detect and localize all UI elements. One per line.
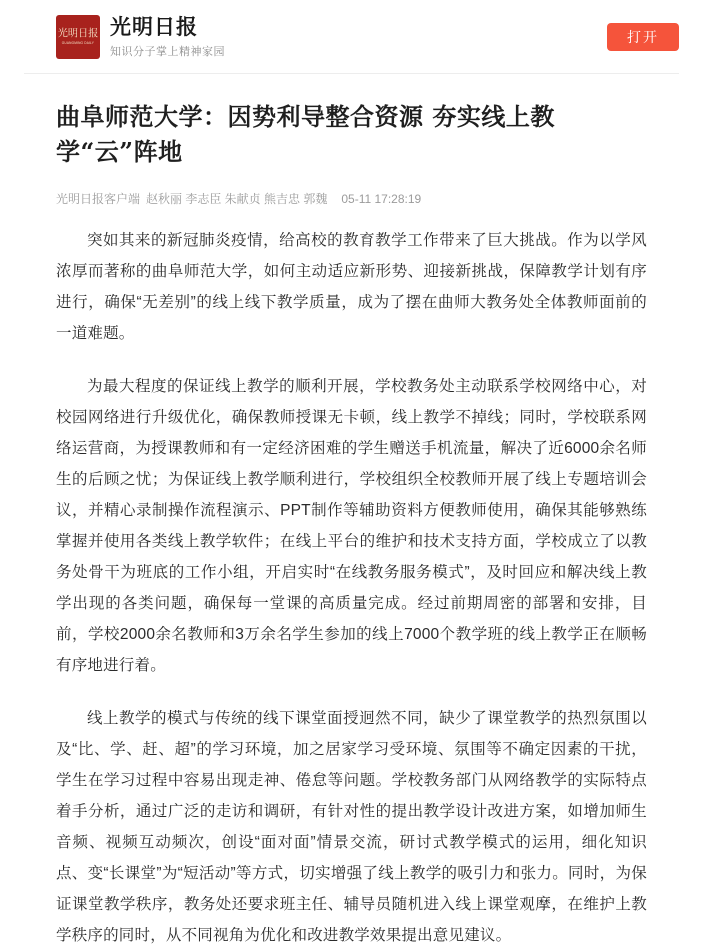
open-app-button[interactable]: 打开 bbox=[607, 23, 679, 51]
article-paragraph: 线上教学的模式与传统的线下课堂面授迥然不同，缺少了课堂教学的热烈氛围以及“比、学、赶、超”的学习环境，加之居家学习受环境、氛围等不确定因素的干扰，学生在学习过程中容易出现走神、倦怠等问题。学校教务部门从网络教学的实际特点着手分析，通过广泛的走访和调研，有针对性的提出教学设计改进方案，如增加师生音频、视频互动频次，创设“面对面”情景交流，研讨式教学模式的运用，细化知识点、变“长课堂”为“短活动”等方式，切实增强了线上教学的吸引力和张力。同时，为保证课堂教学秩序，教务处还要求班主任、辅导员随机进入线上课堂观摩，在维护上教学秩序的同时，从不同视角为优化和改进教学效果提出意见建议。 bbox=[56, 709, 647, 944]
article-body bbox=[56, 225, 647, 951]
logo-en-text: GUANGMING DAILY bbox=[61, 40, 95, 45]
article-paragraph: 突如其来的新冠肺炎疫情，给高校的教育教学工作带来了巨大挑战。作为以学风浓厚而著称的曲阜师范大学，如何主动适应新形势、迎接新挑战，保障教学计划有序进行，确保“无差别”的线上线下教学质量，成为了摆在曲师大教务处全体教师面前的一道难题。 bbox=[56, 231, 647, 342]
brand-name: 光明日报 bbox=[110, 14, 198, 39]
article-meta bbox=[56, 190, 647, 207]
article-source: 光明日报客户端 bbox=[56, 191, 141, 206]
brand-slogan: 知识分子掌上精神家园 bbox=[110, 46, 225, 59]
article-paragraph: 为最大程度的保证线上教学的顺利开展，学校教务处主动联系学校网络中心，对校园网络进行升级优化，确保教师授课无卡顿，线上教学不掉线；同时，学校联系网络运营商，为授课教师和有一定经济困难的学生赠送手机流量，解决了近6000余名师生的后顾之忧；为保证线上教学顺利进行，学校组织全校教师开展了线上专题培训会议，并精心录制操作流程演示、PPT制作等辅助资料方便教师使用，确保其能够熟练掌握并使用各类线上教学软件；在线上平台的维护和技术支持方面，学校成立了以教务处骨干为班底的工作小组，开启实时“在线教务服务模式”，及时回应和解决线上教学出现的各类问题，确保每一堂课的高质量完成。经过前期周密的部署和安排，目前，学校2000余名教师和3万余名学生参加的线上7000个教学班的线上教学正在顺畅有序地进行着。 bbox=[56, 377, 647, 674]
newspaper-masthead-logo-icon bbox=[56, 15, 100, 59]
article-container bbox=[0, 100, 703, 951]
article-authors: 赵秋丽 李志臣 朱献贞 熊吉忠 郭魏 bbox=[146, 191, 328, 206]
header-divider bbox=[24, 73, 679, 74]
brand[interactable] bbox=[56, 14, 607, 59]
brand-text bbox=[110, 14, 225, 59]
article-timestamp: 05-11 17:28:19 bbox=[341, 191, 422, 206]
page-title: 曲阜师范大学：因势利导整合资源 夯实线上教学“云”阵地 bbox=[56, 102, 555, 166]
site-header bbox=[0, 0, 703, 71]
logo-cn-text: 光明日报 bbox=[57, 27, 99, 40]
